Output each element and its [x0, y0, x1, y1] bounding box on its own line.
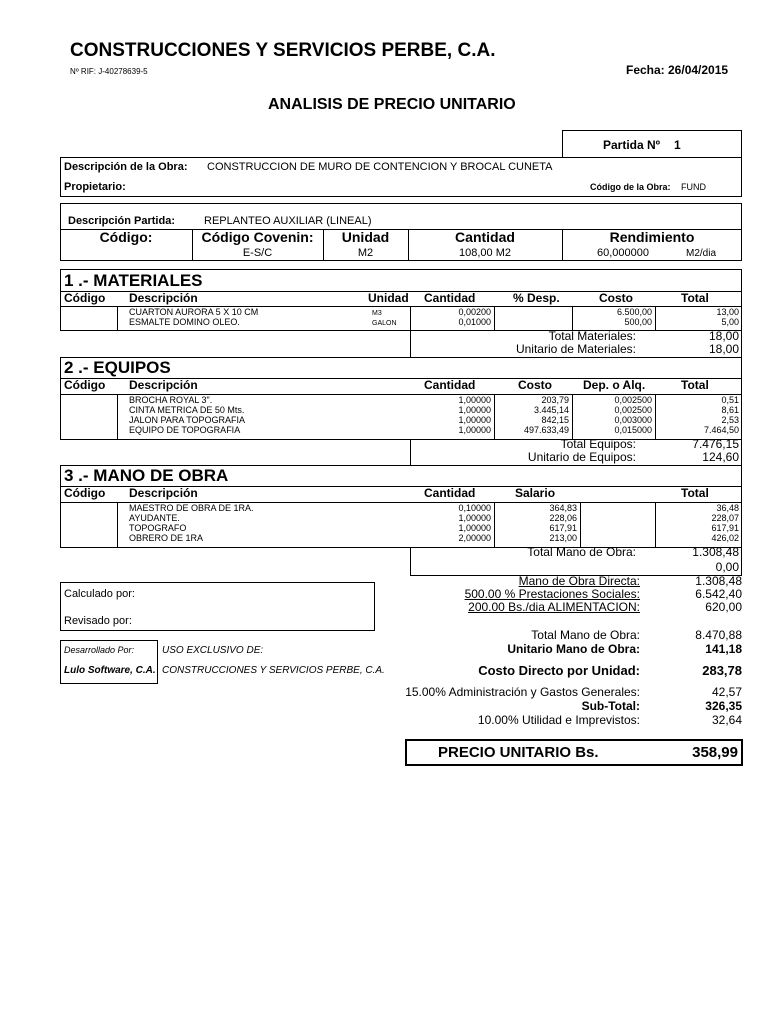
- eq-row-cost: 497.633,49: [523, 425, 569, 435]
- uso-exclusivo-label: USO EXCLUSIVO DE:: [162, 645, 264, 656]
- mo-col-descripcion: Descripción: [129, 486, 198, 500]
- eq-col-total: Total: [681, 378, 709, 392]
- unit-mo-label: Unitario Mano de Obra:: [507, 642, 640, 656]
- obra-desc-value: CONSTRUCCION DE MURO DE CONTENCION Y BROCAL CUNETA: [207, 161, 553, 173]
- prestaciones-value: 6.542,40: [695, 587, 742, 601]
- partida-number: 1: [674, 138, 681, 152]
- eq-row-qty: 1,00000: [458, 425, 491, 435]
- uso-exclusivo-value: CONSTRUCCIONES Y SERVICIOS PERBE, C.A.: [162, 665, 385, 676]
- total-mo-value: 8.470,88: [695, 628, 742, 642]
- eq-row-dep: 0,015000: [614, 425, 652, 435]
- partida-label: Partida Nº: [603, 138, 661, 152]
- header-unidad: Unidad: [341, 229, 390, 245]
- covenin-value: E-S/C: [242, 247, 273, 259]
- mat-col-costo: Costo: [599, 291, 633, 305]
- eq-row-dep: 0,003000: [614, 415, 652, 425]
- admin-value: 42,57: [711, 685, 742, 699]
- mo-row-total: 617,91: [711, 523, 739, 533]
- mo-row-salary: 617,91: [549, 523, 577, 533]
- mo-row-qty: 2,00000: [458, 533, 491, 543]
- mat-total-value: 18,00: [708, 329, 739, 343]
- mo-row-qty: 1,00000: [458, 523, 491, 533]
- alimentacion-value: 620,00: [705, 600, 742, 614]
- mat-total-label: Total Materiales:: [548, 329, 636, 343]
- eq-row-total: 7.464,50: [703, 425, 739, 435]
- mo-row-salary: 213,00: [549, 533, 577, 543]
- eq-row-desc: BROCHA ROYAL 3".: [129, 395, 213, 405]
- eq-row-total: 0,51: [721, 395, 739, 405]
- mo-extra-value: 0,00: [715, 560, 739, 574]
- mo-col-codigo: Código: [64, 486, 106, 500]
- obra-desc-label: Descripción de la Obra:: [64, 161, 188, 173]
- mat-row-unit: GALON: [372, 320, 397, 327]
- mo-col-salario: Salario: [515, 486, 556, 500]
- mat-row-qty: 0,01000: [458, 317, 491, 327]
- utilidad-value: 32,64: [711, 713, 742, 727]
- alimentacion-label: 200.00 Bs./dia ALIMENTACION:: [468, 600, 640, 614]
- mat-col-unidad: Unidad: [368, 291, 409, 305]
- eq-total-label: Total Equipos:: [560, 437, 636, 451]
- company-name: CONSTRUCCIONES Y SERVICIOS PERBE, C.A.: [70, 40, 496, 61]
- admin-label: 15.00% Administración y Gastos Generales:: [405, 685, 640, 699]
- mo-row-total: 36,48: [716, 503, 739, 513]
- eq-row-cost: 203,79: [541, 395, 569, 405]
- mo-row-qty: 1,00000: [458, 513, 491, 523]
- owner-label: Propietario:: [64, 181, 126, 193]
- mat-row-total: 13,00: [716, 307, 739, 317]
- obra-code-value: FUND: [681, 182, 706, 192]
- rendimiento-unit: M2/dia: [686, 248, 717, 259]
- developer-name: Lulo Software, C.A.: [64, 665, 156, 676]
- obra-code-label: Código de la Obra:: [590, 182, 671, 192]
- eq-row-total: 2,53: [721, 415, 739, 425]
- revisado-por-label: Revisado por:: [64, 615, 132, 627]
- mat-row-cost: 500,00: [624, 317, 652, 327]
- subtotal-label: Sub-Total:: [581, 699, 640, 713]
- eq-row-qty: 1,00000: [458, 415, 491, 425]
- eq-col-descripcion: Descripción: [129, 378, 198, 392]
- mat-col-descripcion: Descripción: [129, 291, 198, 305]
- eq-row-cost: 3.445,14: [533, 405, 569, 415]
- mo-col-cantidad: Cantidad: [424, 486, 476, 500]
- mat-col-cantidad: Cantidad: [424, 291, 476, 305]
- rendimiento-value: 60,000000: [597, 247, 649, 259]
- mat-row-cost: 6.500,00: [616, 307, 652, 317]
- eq-row-total: 8,61: [721, 405, 739, 415]
- equipos-title: 2 .- EQUIPOS: [64, 358, 171, 377]
- mat-unit-label: Unitario de Materiales:: [515, 342, 636, 356]
- mat-row-qty: 0,00200: [458, 307, 491, 317]
- eq-unit-value: 124,60: [702, 450, 739, 464]
- eq-total-value: 7.476,15: [692, 437, 739, 451]
- eq-col-costo: Costo: [518, 378, 552, 392]
- eq-unit-label: Unitario de Equipos:: [527, 450, 636, 464]
- mo-directa-label: Mano de Obra Directa:: [518, 574, 640, 588]
- developer-label: Desarrollado Por:: [64, 645, 135, 655]
- unit-mo-value: 141,18: [705, 642, 742, 656]
- eq-row-dep: 0,002500: [614, 405, 652, 415]
- mo-total-label: Total Mano de Obra:: [527, 545, 636, 559]
- materiales-title: 1 .- MATERIALES: [64, 271, 203, 290]
- costo-directo-label: Costo Directo por Unidad:: [478, 663, 640, 678]
- header-covenin: Código Covenin:: [201, 229, 314, 245]
- mo-col-total: Total: [681, 486, 709, 500]
- mo-row-total: 426,02: [711, 533, 739, 543]
- eq-row-desc: CINTA METRICA DE 50 Mts.: [129, 405, 245, 415]
- eq-col-cantidad: Cantidad: [424, 378, 476, 392]
- mat-col-codigo: Código: [64, 291, 106, 305]
- partida-desc-label: Descripción Partida:: [68, 215, 175, 227]
- mat-col-total: Total: [681, 291, 709, 305]
- mano-obra-title: 3 .- MANO DE OBRA: [64, 466, 229, 485]
- eq-row-qty: 1,00000: [458, 405, 491, 415]
- header-codigo: Código:: [99, 229, 153, 245]
- eq-row-qty: 1,00000: [458, 395, 491, 405]
- prestaciones-label: 500.00 % Prestaciones Sociales:: [464, 587, 640, 601]
- mat-row-desc: CUARTON AURORA 5 X 10 CM: [129, 307, 259, 317]
- mo-total-value: 1.308,48: [692, 545, 739, 559]
- mat-row-total: 5,00: [721, 317, 739, 327]
- eq-row-desc: JALON PARA TOPOGRAFIA: [129, 415, 246, 425]
- header-rendimiento: Rendimiento: [609, 229, 695, 245]
- eq-row-dep: 0,002500: [614, 395, 652, 405]
- utilidad-label: 10.00% Utilidad e Imprevistos:: [477, 713, 640, 727]
- mat-col-desp: % Desp.: [513, 291, 560, 305]
- mo-row-desc: MAESTRO DE OBRA DE 1RA.: [129, 503, 254, 513]
- unit-value: M2: [357, 247, 374, 259]
- eq-col-codigo: Código: [64, 378, 106, 392]
- subtotal-value: 326,35: [705, 699, 742, 713]
- mat-unit-value: 18,00: [708, 342, 739, 356]
- mo-row-salary: 364,83: [549, 503, 577, 513]
- company-rif: Nº RIF: J-40278639-5: [70, 67, 148, 76]
- mo-row-desc: OBRERO DE 1RA: [129, 533, 204, 543]
- precio-unitario-value: 358,99: [692, 744, 738, 761]
- mat-row-unit: M3: [372, 310, 382, 317]
- quantity-value: 108,00 M2: [459, 247, 511, 259]
- mat-row-desc: ESMALTE DOMINO OLEO.: [129, 317, 240, 327]
- mo-row-qty: 0,10000: [458, 503, 491, 513]
- partida-desc-value: REPLANTEO AUXILIAR (LINEAL): [204, 215, 372, 227]
- eq-row-cost: 842,15: [541, 415, 569, 425]
- header-cantidad: Cantidad: [455, 229, 515, 245]
- costo-directo-value: 283,78: [702, 663, 742, 678]
- mo-row-salary: 228,06: [549, 513, 577, 523]
- document-date: Fecha: 26/04/2015: [626, 63, 729, 77]
- mo-directa-value: 1.308,48: [695, 574, 742, 588]
- mo-row-desc: AYUDANTE.: [129, 513, 180, 523]
- document-title: ANALISIS DE PRECIO UNITARIO: [268, 96, 516, 113]
- eq-col-dep: Dep. o Alq.: [583, 378, 646, 392]
- mo-row-desc: TOPOGRAFO: [129, 523, 187, 533]
- total-mo-label: Total Mano de Obra:: [531, 628, 640, 642]
- mo-row-total: 228,07: [711, 513, 739, 523]
- precio-unitario-label: PRECIO UNITARIO Bs.: [438, 744, 599, 761]
- eq-row-desc: EQUIPO DE TOPOGRAFIA: [129, 425, 241, 435]
- calculado-por-label: Calculado por:: [64, 588, 135, 600]
